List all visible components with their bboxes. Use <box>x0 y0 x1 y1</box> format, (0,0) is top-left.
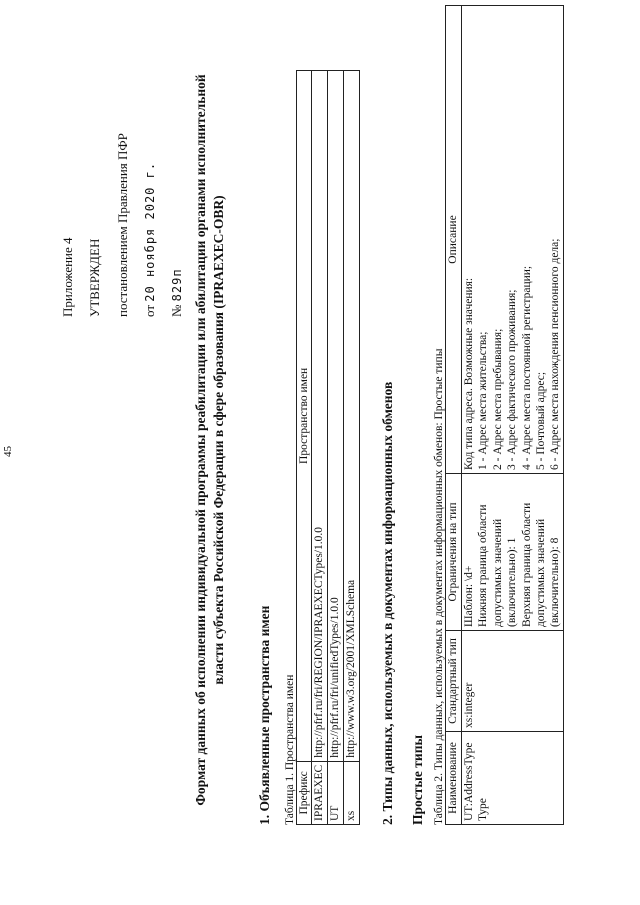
table-caption: Таблица 2. Типы данных, используемых в документах информационных обменов: Простые типы <box>433 348 445 825</box>
document-title: Формат данных об исполнении индивидуальной программы реабилитации или абилитации органами исполнительной власти субъекта Российской Федерации в сфере образования (IPRAEXEC-OBR) <box>193 74 226 806</box>
approval-number <box>169 133 185 317</box>
column-header: Пространство имен <box>297 71 312 762</box>
table-caption: Таблица 1. Пространства имен <box>284 674 296 825</box>
approval-date <box>142 133 158 317</box>
table-cell: http://pfrf.ru/fri/REGION/IPRAEXECTypes/1.0.0 <box>312 71 328 762</box>
constraints-cell <box>462 474 564 631</box>
table-cell: xs <box>344 761 360 824</box>
cell-line: 2 - Адрес места пребывания; <box>491 328 504 470</box>
appendix-label: Приложение 4 <box>60 237 75 317</box>
table-row <box>462 6 564 825</box>
namespaces-table <box>296 70 360 825</box>
section-heading: 2. Типы данных, используемых в документах информационных обменов <box>380 381 395 825</box>
cell-line: Нижняя граница области <box>477 504 490 627</box>
date-prefix: от <box>141 304 157 317</box>
approved-by: постановлением Правления ПФР <box>114 133 130 317</box>
subsection-heading: Простые типы <box>410 734 425 825</box>
date-value: 20 ноября 2020 г. <box>142 161 157 302</box>
type-name-cell <box>462 732 564 825</box>
approved-label: УТВЕРЖДЕН <box>87 238 103 317</box>
cell-line: Код типа адреса. Возможные значения: <box>463 277 475 470</box>
cell-line: 5 - Почтовый адрес; <box>534 371 547 470</box>
cell-line: 3 - Адрес фактического проживания; <box>506 289 519 470</box>
cell-line: Верхняя граница области <box>520 502 533 627</box>
table-header-row <box>446 6 462 825</box>
cell-line: 4 - Адрес места постоянной регистрации; <box>520 265 533 470</box>
column-header: Стандартный тип <box>446 631 462 732</box>
cell-line: Шаблон: \d+ <box>463 565 475 627</box>
table-header-row <box>297 71 312 825</box>
table-row <box>328 71 344 825</box>
cell-line: UT:AddressType <box>463 742 475 821</box>
cell-line: (включительно): 8 <box>549 537 562 627</box>
std-type-cell: xs:integer <box>462 631 564 732</box>
simple-types-table <box>445 5 564 825</box>
column-header: Префикс <box>297 761 312 824</box>
page-number: 45 <box>2 446 14 457</box>
number-prefix: № <box>169 304 184 317</box>
cell-line: (включительно): 1 <box>506 537 519 627</box>
table-cell: UT <box>328 761 344 824</box>
table-cell: http://www.w3.org/2001/XMLSchema <box>344 71 360 762</box>
description-cell <box>462 6 564 474</box>
cell-line: допустимых значений <box>491 518 504 627</box>
cell-line: 1 - Адрес места жительства; <box>477 331 490 470</box>
column-header: Наименование <box>446 732 462 825</box>
table-cell: IPRAEXEC <box>312 761 328 824</box>
cell-line: Type <box>477 798 490 821</box>
section-heading: 1. Объявленные пространства имен <box>257 605 272 825</box>
table-row <box>344 71 360 825</box>
number-value: 829п <box>170 268 184 302</box>
table-row <box>312 71 328 825</box>
table-cell: http://pfrf.ru/fri/unifiedTypes/1.0.0 <box>328 71 344 762</box>
cell-line: 6 - Адрес места нахождения пенсионного дела; <box>549 238 562 470</box>
approval-block <box>60 133 196 317</box>
column-header: Описание <box>446 6 462 474</box>
column-header: Ограничения на тип <box>446 474 462 631</box>
cell-line: допустимых значений <box>534 518 547 627</box>
